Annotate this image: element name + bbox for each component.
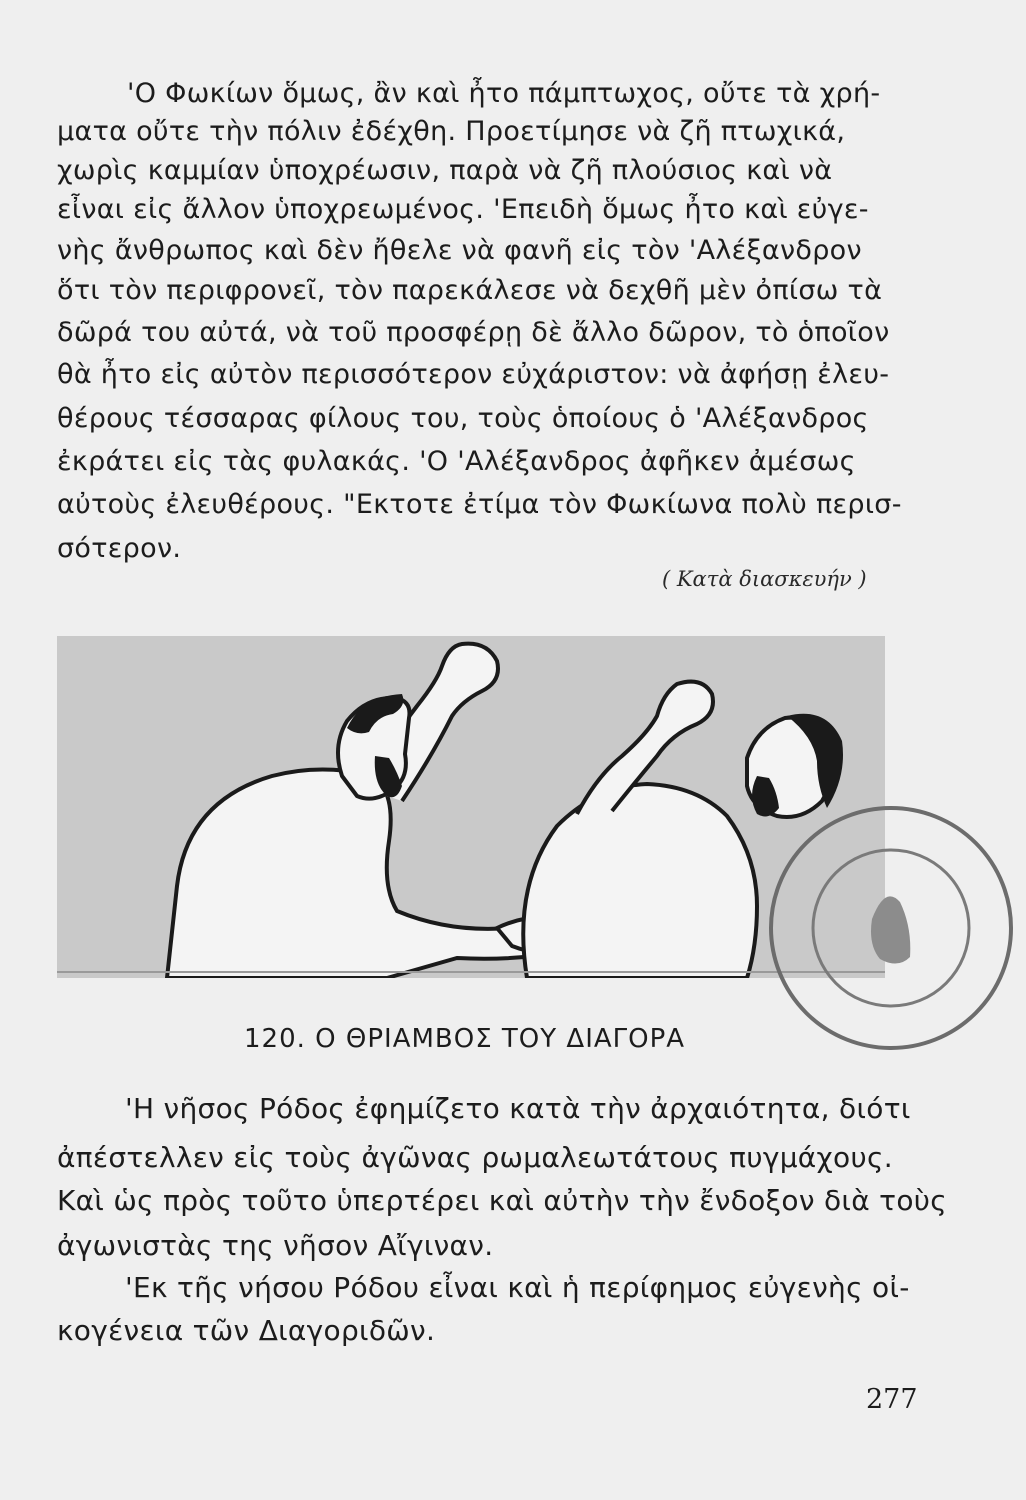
text-line: σότερον. (57, 533, 182, 564)
text-line: αὐτοὺς ἐλευθέρους. "Εκτοτε ἐτίμα τὸν Φωκίωνα πολὺ περισ- (57, 489, 902, 520)
text-line: 'Εκ τῆς νήσου Ρόδου εἶναι καὶ ἡ περίφημος εὐγενὴς οἰ- (125, 1271, 910, 1304)
text-line: θέρους τέσσαρας φίλους του, τοὺς ὁποίους ὁ 'Αλέξανδρος (57, 403, 869, 434)
text-line: νὴς ἄνθρωπος καὶ δὲν ἤθελε νὰ φανῆ εἰς τὸν 'Αλέξανδρον (57, 235, 862, 266)
section-heading: 120. Ο ΘΡΙΑΜΒΟΣ ΤΟΥ ΔΙΑΓΟΡΑ (244, 1024, 686, 1054)
text-line: ἐκράτει εἰς τὰς φυλακάς. 'Ο 'Αλέξανδρος ἀφῆκεν ἀμέσως (57, 446, 856, 477)
text-line: θὰ ἦτο εἰς αὐτὸν περισσότερον εὐχάριστον: νὰ ἀφήσῃ ἐλευ- (57, 359, 890, 390)
text-line: δῶρά του αὐτά, νὰ τοῦ προσφέρῃ δὲ ἄλλο δῶρον, τὸ ὁποῖον (57, 317, 890, 348)
text-line: εἶναι εἰς ἄλλον ὑποχρεωμένος. 'Επειδὴ ὅμως ἦτο καὶ εὐγε- (57, 194, 869, 225)
library-stamp (760, 797, 1022, 1059)
text-line: ἀπέστελλεν εἰς τοὺς ἀγῶνας ρωμαλεωτάτους πυγμάχους. (57, 1141, 893, 1174)
text-line: ἀγωνιστὰς της νῆσον Αἴγιναν. (57, 1229, 494, 1262)
attribution: ( Κατὰ διασκευήν ) (662, 567, 867, 591)
text-line: ὅτι τὸν περιφρονεῖ, τὸν παρεκάλεσε νὰ δεχθῆ μὲν ὀπίσω τὰ (57, 275, 883, 306)
text-line: χωρὶς καμμίαν ὑποχρέωσιν, παρὰ νὰ ζῆ πλούσιος καὶ νὰ (57, 155, 833, 186)
text-line: ματα οὔτε τὴν πόλιν ἐδέχθη. Προετίμησε νὰ ζῆ πτωχικά, (57, 116, 846, 147)
stamp-seal (760, 797, 1022, 1059)
text-line: κογένεια τῶν Διαγοριδῶν. (57, 1314, 436, 1347)
page-number: 277 (866, 1384, 918, 1415)
text-line: 'Ο Φωκίων ὅμως, ἂν καὶ ἦτο πάμπτωχος, οὔτε τὰ χρή- (127, 78, 881, 109)
text-line: 'Η νῆσος Ρόδος ἐφημίζετο κατὰ τὴν ἀρχαιότητα, διότι (125, 1092, 911, 1125)
text-line: Καὶ ὡς πρὸς τοῦτο ὑπερτέρει καὶ αὐτὴν τὴν ἔνδοξον διὰ τοὺς (57, 1184, 947, 1217)
